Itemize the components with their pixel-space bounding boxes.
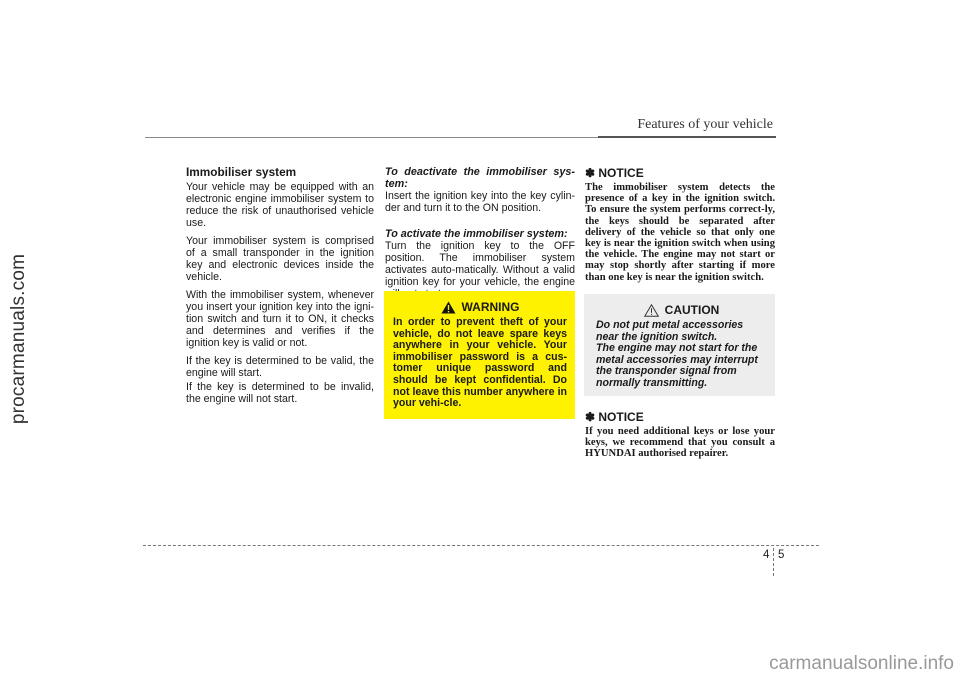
notice-title: ✽ NOTICE	[585, 166, 644, 180]
caution-triangle-icon	[644, 304, 659, 317]
header-rule	[598, 136, 776, 138]
deactivate-heading: To deactivate the immobiliser sys-tem:	[385, 166, 575, 190]
paragraph: Your vehicle may be equipped with an electronic engine immobiliser system to reduce the risk of unauthorised vehicle use.	[186, 181, 374, 229]
caution-label: CAUTION	[664, 303, 720, 317]
page-number: 5	[778, 549, 785, 561]
paragraph: If the key is determined to be invalid, the engine will not start.	[186, 381, 374, 405]
bottom-watermark: carmanualsonline.info	[769, 653, 954, 674]
notice-additional-keys	[585, 410, 775, 460]
chapter-number: 4	[763, 549, 770, 561]
column-activation	[385, 166, 575, 306]
footer-rule	[143, 545, 819, 546]
paragraph: Your immobiliser system is comprised of a small transponder in the ignition key and electronic devices inside the vehicle.	[186, 235, 374, 283]
page-number-divider	[773, 548, 774, 576]
page-header-title: Features of your vehicle	[637, 117, 773, 132]
activate-text: Turn the ignition key to the OFF position. The immobiliser system activates auto-matically. Without a valid ignition key for your vehicle, the engine	[385, 240, 575, 288]
caution-text	[596, 320, 767, 390]
caution-line: The engine may not start for the metal accessories may interrupt the transponder signal from normally transmitting.	[596, 342, 758, 389]
deactivate-text: Insert the ignition key into the key cylin-der and turn it to the ON position.	[385, 190, 575, 214]
warning-box	[384, 291, 575, 419]
notice-immobiliser	[585, 166, 775, 283]
warning-triangle-icon	[441, 301, 456, 314]
warning-label: WARNING	[461, 300, 520, 314]
warning-title	[393, 300, 567, 314]
side-watermark	[2, 0, 36, 678]
section-heading: Immobiliser system	[186, 165, 297, 179]
caution-line: Do not put metal accessories near the ignition switch.	[596, 319, 744, 343]
notice-title: ✽ NOTICE	[585, 410, 644, 424]
caution-box	[584, 294, 775, 396]
warning-text: In order to prevent theft of your vehicle, do not leave spare keys anywhere in your vehicle. Your immobiliser password is a cus-tomer unique password and should be kept confidential. Do not leave this number anywhere in your vehi-cle.	[393, 316, 567, 410]
column-immobiliser-system	[186, 166, 374, 411]
paragraph: If the key is determined to be valid, the engine will start.	[186, 355, 374, 379]
caution-title	[596, 303, 767, 317]
notice-text: The immobiliser system detects the presence of a key in the ignition switch. To ensure the system performs correct-ly, the keys should be separated after delivery of the vehicle so that only one key is near the ignition switch when using the vehicle. The engine may not start or may stop shortly after starting if more than one key is near the ignition switch.	[585, 182, 775, 283]
activate-heading: To activate the immobiliser system:	[385, 228, 568, 240]
notice-text: If you need additional keys or lose your keys, we recommend that you consult a HYUNDAI authorised repairer.	[585, 426, 775, 460]
header-rule-thin	[145, 137, 600, 138]
side-watermark-text: procarmanuals.com	[8, 253, 29, 425]
paragraph: With the immobiliser system, whenever you insert your ignition key into the igni-tion switch and turn it to ON, it checks and determines and verifies if the ignition key is valid or not.	[186, 289, 374, 349]
